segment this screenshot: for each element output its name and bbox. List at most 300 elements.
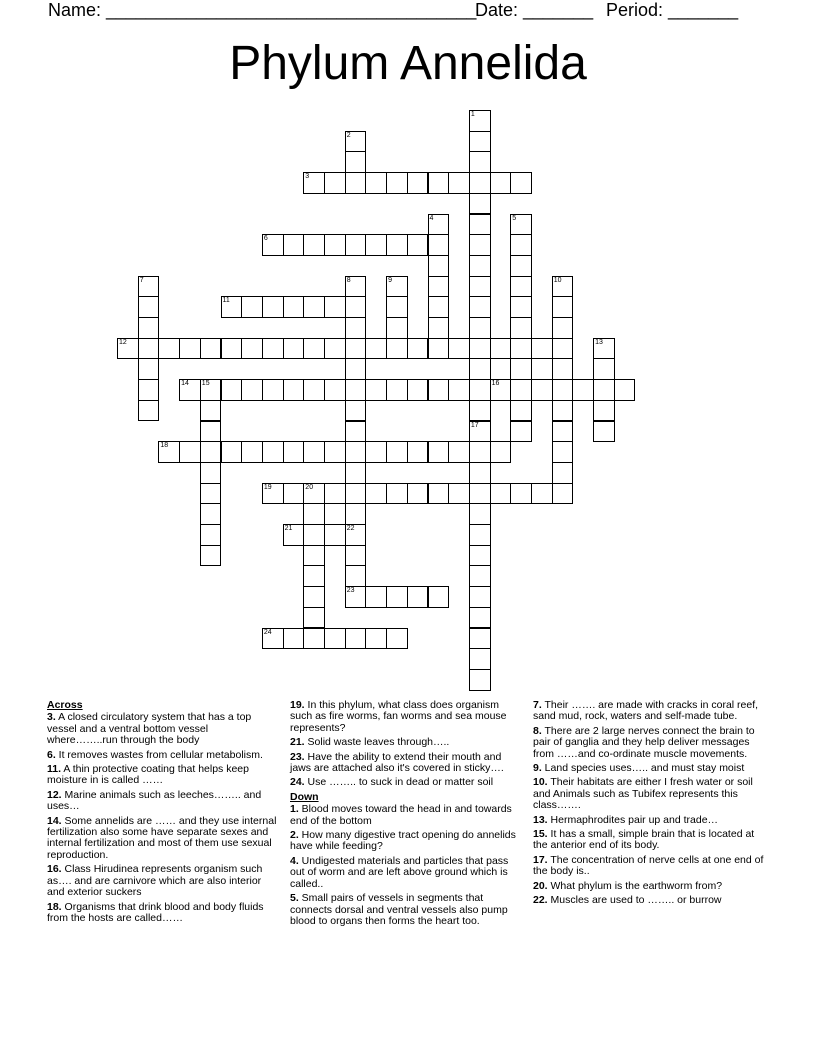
page-title: Phylum Annelida bbox=[229, 37, 587, 90]
clue-number: 13. bbox=[533, 813, 548, 826]
clue-number: 24. bbox=[290, 776, 305, 789]
crossword-cell[interactable] bbox=[552, 462, 574, 484]
crossword-cell[interactable] bbox=[345, 358, 367, 380]
cell-number: 1 bbox=[470, 111, 475, 118]
crossword-cell[interactable] bbox=[386, 296, 408, 318]
crossword-cell[interactable] bbox=[510, 296, 532, 318]
crossword-cell[interactable] bbox=[283, 234, 305, 256]
clue-number: 21. bbox=[290, 736, 305, 749]
crossword-cell[interactable] bbox=[283, 483, 305, 505]
crossword-cell[interactable] bbox=[303, 628, 325, 650]
crossword-cell[interactable] bbox=[200, 483, 222, 505]
crossword-cell[interactable] bbox=[469, 441, 491, 463]
clue-text: Marine animals such as leeches…….. and uses… bbox=[47, 788, 262, 813]
cell-number: 18 bbox=[160, 442, 169, 450]
crossword-cell[interactable] bbox=[303, 586, 325, 608]
crossword-cell[interactable] bbox=[262, 338, 284, 360]
crossword-cell[interactable] bbox=[283, 628, 305, 650]
crossword-cell[interactable] bbox=[469, 234, 491, 256]
crossword-cell[interactable] bbox=[510, 276, 532, 298]
crossword-cell[interactable] bbox=[179, 379, 201, 401]
crossword-cell[interactable] bbox=[469, 151, 491, 173]
crossword-cell[interactable] bbox=[552, 400, 574, 422]
across-clue bbox=[47, 712, 279, 746]
crossword-cell[interactable] bbox=[200, 421, 222, 443]
down-clue bbox=[290, 856, 522, 890]
crossword-cell[interactable] bbox=[448, 483, 470, 505]
crossword-cell[interactable] bbox=[552, 358, 574, 380]
crossword-cell[interactable] bbox=[303, 545, 325, 567]
crossword-cell[interactable] bbox=[179, 441, 201, 463]
crossword-cell[interactable] bbox=[469, 421, 491, 443]
crossword-cell[interactable] bbox=[490, 379, 512, 401]
crossword-cell[interactable] bbox=[469, 607, 491, 629]
crossword-cell[interactable] bbox=[469, 483, 491, 505]
crossword-cell[interactable] bbox=[324, 379, 346, 401]
clue-text: Land species uses….. and must stay moist bbox=[541, 762, 745, 775]
crossword-cell[interactable] bbox=[241, 296, 263, 318]
clue-text: It has a small, simple brain that is located at the anterior end of its body. bbox=[533, 828, 755, 852]
clues-column-1 bbox=[47, 700, 279, 927]
crossword-cell[interactable] bbox=[324, 172, 346, 194]
crossword-cell[interactable] bbox=[241, 338, 263, 360]
cell-number: 14 bbox=[181, 380, 189, 388]
down-clue bbox=[533, 777, 765, 811]
across-clue bbox=[47, 864, 279, 898]
crossword-cell[interactable] bbox=[386, 483, 408, 505]
crossword-cell[interactable] bbox=[469, 545, 491, 567]
crossword-cell[interactable] bbox=[303, 172, 325, 194]
across-clue bbox=[290, 777, 522, 788]
crossword-cell[interactable] bbox=[510, 214, 532, 236]
crossword-cell[interactable] bbox=[345, 296, 367, 318]
crossword-cell[interactable] bbox=[490, 172, 512, 194]
crossword-cell[interactable] bbox=[469, 172, 491, 194]
crossword-cell[interactable] bbox=[386, 276, 408, 298]
clue-number: 17. bbox=[533, 853, 548, 866]
crossword-cell[interactable] bbox=[303, 483, 325, 505]
crossword-cell[interactable] bbox=[117, 338, 139, 360]
crossword-cell[interactable] bbox=[200, 379, 222, 401]
crossword-cell[interactable] bbox=[428, 234, 450, 256]
crossword-cell[interactable] bbox=[303, 379, 325, 401]
crossword-cell[interactable] bbox=[552, 421, 574, 443]
clue-number: 2. bbox=[290, 829, 299, 842]
across-clue bbox=[47, 902, 279, 925]
clue-number: 5. bbox=[290, 892, 299, 905]
across-clue bbox=[47, 790, 279, 813]
cell-number: 17 bbox=[470, 421, 479, 429]
crossword-cell[interactable] bbox=[221, 338, 243, 360]
crossword-cell[interactable] bbox=[407, 172, 429, 194]
crossword-cell[interactable] bbox=[469, 255, 491, 277]
crossword-cell[interactable] bbox=[428, 483, 450, 505]
crossword-cell[interactable] bbox=[531, 379, 553, 401]
crossword-cell[interactable] bbox=[345, 400, 367, 422]
crossword-cell[interactable] bbox=[324, 524, 346, 546]
crossword-cell[interactable] bbox=[510, 234, 532, 256]
cell-number: 19 bbox=[263, 483, 272, 491]
clue-text: It removes wastes from cellular metabolism. bbox=[55, 748, 263, 761]
crossword-cell[interactable] bbox=[345, 276, 367, 298]
crossword-cell[interactable] bbox=[283, 441, 305, 463]
crossword-cell[interactable] bbox=[303, 234, 325, 256]
cell-number: 21 bbox=[284, 525, 293, 532]
clue-number: 20. bbox=[533, 879, 548, 892]
crossword-cell[interactable] bbox=[469, 193, 491, 215]
crossword-cell[interactable] bbox=[428, 586, 450, 608]
across-heading: Across bbox=[47, 699, 83, 711]
clue-text: Class Hirudinea represents organism such as…. and are carnivore which are also interior and exterior suckers bbox=[47, 863, 263, 899]
crossword-cell[interactable] bbox=[428, 214, 450, 236]
crossword-cell[interactable] bbox=[324, 338, 346, 360]
crossword-cell[interactable] bbox=[469, 648, 491, 670]
crossword-cell[interactable] bbox=[262, 379, 284, 401]
cell-number: 7 bbox=[139, 276, 144, 284]
clue-text: There are 2 large nerves connect the brain to pair of ganglia and they help deliver messages from ……and co-ordinate muscle movements. bbox=[533, 724, 755, 760]
cell-number: 4 bbox=[429, 214, 434, 222]
down-heading: Down bbox=[290, 790, 319, 803]
crossword-cell[interactable] bbox=[158, 338, 180, 360]
crossword-cell[interactable] bbox=[428, 172, 450, 194]
crossword-cell[interactable] bbox=[345, 503, 367, 525]
crossword-cell[interactable] bbox=[386, 441, 408, 463]
crossword-cell[interactable] bbox=[428, 379, 450, 401]
crossword-cell[interactable] bbox=[552, 379, 574, 401]
crossword-cell[interactable] bbox=[345, 151, 367, 173]
clue-number: 7. bbox=[533, 699, 542, 711]
crossword-cell[interactable] bbox=[221, 441, 243, 463]
crossword-cell[interactable] bbox=[531, 483, 553, 505]
crossword-cell[interactable] bbox=[386, 628, 408, 650]
crossword-cell[interactable] bbox=[469, 296, 491, 318]
clue-text: Use …….. to suck in dead or matter soil bbox=[304, 776, 494, 789]
clue-number: 16. bbox=[47, 863, 62, 876]
clue-text: Some annelids are …… and they use internal fertilization also some have separate sexes and internal fertilization and most of them use sexual reproduction. bbox=[47, 814, 277, 861]
crossword-cell[interactable] bbox=[552, 276, 574, 298]
down-clue bbox=[290, 804, 522, 827]
crossword-cell[interactable] bbox=[510, 338, 532, 360]
clue-text: Small pairs of vessels in segments that connects dorsal and ventral vessels also pump blood to organs then forms the heart too. bbox=[290, 892, 508, 927]
crossword-cell[interactable] bbox=[200, 441, 222, 463]
crossword-cell[interactable] bbox=[345, 317, 367, 339]
crossword-cell[interactable] bbox=[407, 441, 429, 463]
crossword-cell[interactable] bbox=[448, 172, 470, 194]
crossword-cell[interactable] bbox=[552, 441, 574, 463]
down-clues-a bbox=[290, 804, 522, 927]
crossword-cell[interactable] bbox=[490, 483, 512, 505]
crossword-cell[interactable] bbox=[345, 441, 367, 463]
crossword-cell[interactable] bbox=[221, 379, 243, 401]
crossword-cell[interactable] bbox=[365, 483, 387, 505]
across-clue bbox=[47, 816, 279, 862]
clue-number: 4. bbox=[290, 854, 299, 867]
cell-number: 13 bbox=[595, 338, 603, 346]
crossword-cell[interactable] bbox=[283, 338, 305, 360]
crossword-cell[interactable] bbox=[345, 338, 367, 360]
down-clue bbox=[533, 881, 765, 892]
date-field[interactable]: Date: _______ bbox=[475, 0, 594, 20]
clue-text: The concentration of nerve cells at one end of the body is.. bbox=[533, 853, 764, 878]
crossword-cell[interactable] bbox=[386, 234, 408, 256]
crossword-cell[interactable] bbox=[262, 628, 284, 650]
crossword-cell[interactable] bbox=[552, 317, 574, 339]
across-clue bbox=[290, 737, 522, 748]
crossword-cell[interactable] bbox=[200, 503, 222, 525]
crossword-cell[interactable] bbox=[283, 379, 305, 401]
crossword-cell[interactable] bbox=[138, 276, 160, 298]
down-clue bbox=[533, 855, 765, 878]
crossword-cell[interactable] bbox=[510, 400, 532, 422]
crossword-cell[interactable] bbox=[345, 628, 367, 650]
crossword-cell[interactable] bbox=[365, 586, 387, 608]
crossword-cell[interactable] bbox=[407, 483, 429, 505]
crossword-cell[interactable] bbox=[345, 172, 367, 194]
crossword-cell[interactable] bbox=[428, 276, 450, 298]
crossword-cell[interactable] bbox=[448, 379, 470, 401]
cell-number: 10 bbox=[553, 276, 562, 284]
clues-column-3 bbox=[533, 700, 765, 910]
crossword-cell[interactable] bbox=[490, 338, 512, 360]
crossword-cell[interactable] bbox=[283, 296, 305, 318]
crossword-cell[interactable] bbox=[593, 379, 615, 401]
crossword-cell[interactable] bbox=[345, 586, 367, 608]
crossword-cell[interactable] bbox=[303, 296, 325, 318]
crossword-cell[interactable] bbox=[469, 379, 491, 401]
crossword-cell[interactable] bbox=[469, 358, 491, 380]
crossword-cell[interactable] bbox=[283, 524, 305, 546]
crossword-cell[interactable] bbox=[552, 338, 574, 360]
crossword-cell[interactable] bbox=[428, 296, 450, 318]
crossword-cell[interactable] bbox=[510, 172, 532, 194]
clue-text: A thin protective coating that helps keep moisture in is called …… bbox=[47, 763, 249, 787]
crossword-cell[interactable] bbox=[510, 379, 532, 401]
crossword-cell[interactable] bbox=[365, 338, 387, 360]
crossword-cell[interactable] bbox=[365, 234, 387, 256]
crossword-cell[interactable] bbox=[303, 441, 325, 463]
crossword-cell[interactable] bbox=[469, 565, 491, 587]
crossword-cell[interactable] bbox=[262, 296, 284, 318]
crossword-cell[interactable] bbox=[469, 214, 491, 236]
name-field[interactable]: Name: _____________________________________ bbox=[48, 0, 477, 20]
clue-number: 11. bbox=[47, 763, 62, 776]
crossword-cell[interactable] bbox=[138, 400, 160, 422]
crossword-cell[interactable] bbox=[490, 441, 512, 463]
clue-number: 12. bbox=[47, 788, 62, 801]
crossword-cell[interactable] bbox=[200, 524, 222, 546]
crossword-cell[interactable] bbox=[324, 296, 346, 318]
crossword-cell[interactable] bbox=[221, 296, 243, 318]
crossword-cell[interactable] bbox=[138, 358, 160, 380]
crossword-cell[interactable] bbox=[469, 669, 491, 691]
crossword-cell[interactable] bbox=[469, 586, 491, 608]
down-clues-b bbox=[533, 700, 765, 907]
clue-number: 9. bbox=[533, 762, 542, 775]
crossword-cell[interactable] bbox=[469, 400, 491, 422]
crossword-cell[interactable] bbox=[179, 338, 201, 360]
cell-number: 6 bbox=[263, 235, 268, 243]
down-clue bbox=[290, 893, 522, 927]
crossword-cell[interactable] bbox=[345, 379, 367, 401]
crossword-cell[interactable] bbox=[262, 234, 284, 256]
down-clue bbox=[533, 829, 765, 852]
crossword-cell[interactable] bbox=[200, 400, 222, 422]
crossword-cell[interactable] bbox=[262, 441, 284, 463]
clue-number: 14. bbox=[47, 814, 62, 827]
crossword-cell[interactable] bbox=[365, 172, 387, 194]
clue-number: 10. bbox=[533, 776, 548, 789]
cell-number: 11 bbox=[222, 297, 230, 305]
crossword-cell[interactable] bbox=[510, 255, 532, 277]
across-clue bbox=[290, 752, 522, 775]
clue-number: 1. bbox=[290, 803, 299, 816]
clue-text: Solid waste leaves through….. bbox=[304, 736, 450, 749]
clue-number: 15. bbox=[533, 828, 548, 841]
crossword-cell[interactable] bbox=[345, 234, 367, 256]
crossword-cell[interactable] bbox=[200, 338, 222, 360]
crossword-cell[interactable] bbox=[469, 524, 491, 546]
crossword-cell[interactable] bbox=[469, 338, 491, 360]
clue-text: A closed circulatory system that has a top vessel and a ventral bottom vessel where……..run through the body bbox=[47, 711, 252, 747]
clue-text: Have the ability to extend their mouth and jaws are attached also it's covered in sticky…. bbox=[290, 750, 504, 775]
across-clue bbox=[47, 750, 279, 761]
cell-number: 2 bbox=[346, 131, 351, 139]
crossword-cell[interactable] bbox=[345, 565, 367, 587]
crossword-cell[interactable] bbox=[345, 524, 367, 546]
across-clues-b bbox=[290, 700, 522, 789]
crossword-cell[interactable] bbox=[345, 131, 367, 153]
crossword-cell[interactable] bbox=[324, 441, 346, 463]
crossword-cell[interactable] bbox=[469, 276, 491, 298]
clue-number: 18. bbox=[47, 900, 62, 913]
clue-text: Hermaphrodites pair up and trade… bbox=[547, 813, 719, 826]
crossword-cell[interactable] bbox=[469, 462, 491, 484]
down-clue bbox=[533, 895, 765, 906]
cell-number: 23 bbox=[346, 587, 355, 595]
down-clue bbox=[533, 726, 765, 760]
crossword-cell[interactable] bbox=[510, 358, 532, 380]
down-clue bbox=[290, 830, 522, 853]
period-field[interactable]: Period: _______ bbox=[606, 0, 739, 20]
crossword-cell[interactable] bbox=[365, 441, 387, 463]
crossword-cell[interactable] bbox=[552, 483, 574, 505]
clue-text: Muscles are used to …….. or burrow bbox=[547, 894, 722, 907]
cell-number: 5 bbox=[512, 214, 517, 222]
crossword-cell[interactable] bbox=[324, 483, 346, 505]
crossword-cell[interactable] bbox=[324, 234, 346, 256]
clue-number: 8. bbox=[533, 724, 542, 737]
crossword-cell[interactable] bbox=[407, 338, 429, 360]
clue-number: 3. bbox=[47, 711, 56, 724]
crossword-cell[interactable] bbox=[428, 441, 450, 463]
crossword-cell[interactable] bbox=[303, 338, 325, 360]
clue-text: Their ……. are made with cracks in coral reef, sand mud, rock, waters and self-made tube. bbox=[533, 699, 759, 723]
clue-number: 23. bbox=[290, 750, 305, 763]
crossword-cell[interactable] bbox=[448, 441, 470, 463]
clue-text: Their habitats are either I fresh water or soil and Animals such as Tubifex represents this class……. bbox=[533, 776, 753, 812]
crossword-cell[interactable] bbox=[303, 503, 325, 525]
crossword-cell[interactable] bbox=[510, 483, 532, 505]
crossword-cell[interactable] bbox=[469, 131, 491, 153]
crossword-cell[interactable] bbox=[428, 338, 450, 360]
crossword-cell[interactable] bbox=[345, 483, 367, 505]
crossword-cell[interactable] bbox=[510, 421, 532, 443]
crossword-cell[interactable] bbox=[469, 628, 491, 650]
crossword-cell[interactable] bbox=[386, 172, 408, 194]
crossword-cell[interactable] bbox=[303, 607, 325, 629]
crossword-cell[interactable] bbox=[241, 441, 263, 463]
crossword-cell[interactable] bbox=[386, 379, 408, 401]
crossword-cell[interactable] bbox=[386, 317, 408, 339]
crossword-cell[interactable] bbox=[407, 234, 429, 256]
crossword-cell[interactable] bbox=[365, 379, 387, 401]
crossword-cell[interactable] bbox=[593, 358, 615, 380]
crossword-cell[interactable] bbox=[386, 586, 408, 608]
crossword-cell[interactable] bbox=[552, 296, 574, 318]
cell-number: 22 bbox=[346, 525, 355, 532]
crossword-cell[interactable] bbox=[593, 421, 615, 443]
crossword-cell[interactable] bbox=[531, 338, 553, 360]
crossword-cell[interactable] bbox=[428, 317, 450, 339]
crossword-cell[interactable] bbox=[614, 379, 636, 401]
crossword-cell[interactable] bbox=[138, 379, 160, 401]
across-clue bbox=[290, 700, 522, 734]
across-clue bbox=[47, 764, 279, 787]
crossword-cell[interactable] bbox=[200, 545, 222, 567]
cell-number: 16 bbox=[491, 380, 500, 388]
crossword-cell[interactable] bbox=[345, 421, 367, 443]
clue-text: What phylum is the earthworm from? bbox=[547, 879, 723, 892]
crossword-cell[interactable] bbox=[428, 255, 450, 277]
crossword-cell[interactable] bbox=[241, 379, 263, 401]
crossword-cell[interactable] bbox=[303, 524, 325, 546]
clue-number: 22. bbox=[533, 894, 548, 907]
crossword-cell[interactable] bbox=[138, 338, 160, 360]
clues-column-2 bbox=[290, 700, 522, 930]
crossword-cell[interactable] bbox=[407, 379, 429, 401]
crossword-cell[interactable] bbox=[138, 296, 160, 318]
cell-number: 9 bbox=[388, 276, 392, 284]
crossword-cell[interactable] bbox=[469, 317, 491, 339]
crossword-cell[interactable] bbox=[572, 379, 594, 401]
crossword-cell[interactable] bbox=[324, 628, 346, 650]
clue-text: In this phylum, what class does organism such as fire worms, fan worms and sea mouse represents? bbox=[290, 699, 507, 734]
cell-number: 8 bbox=[346, 276, 351, 284]
crossword-cell[interactable] bbox=[593, 338, 615, 360]
crossword-cell[interactable] bbox=[593, 400, 615, 422]
crossword-cell[interactable] bbox=[138, 317, 160, 339]
down-clue bbox=[533, 700, 765, 723]
crossword-cell[interactable] bbox=[262, 483, 284, 505]
clue-text: Blood moves toward the head in and towards end of the bottom bbox=[290, 803, 512, 827]
crossword-cell[interactable] bbox=[448, 338, 470, 360]
crossword-cell[interactable] bbox=[365, 628, 387, 650]
clue-text: How many digestive tract opening do annelids have while feeding? bbox=[290, 829, 516, 853]
crossword-cell[interactable] bbox=[158, 441, 180, 463]
clue-number: 6. bbox=[47, 748, 56, 761]
crossword-cell[interactable] bbox=[469, 503, 491, 525]
crossword-cell[interactable] bbox=[200, 462, 222, 484]
crossword-cell[interactable] bbox=[407, 586, 429, 608]
crossword-cell[interactable] bbox=[345, 545, 367, 567]
crossword-cell[interactable] bbox=[386, 338, 408, 360]
crossword-cell[interactable] bbox=[345, 462, 367, 484]
crossword-cell[interactable] bbox=[469, 110, 491, 132]
clue-text: Undigested materials and particles that pass out of worm and are left above ground which is called.. bbox=[290, 854, 509, 890]
crossword-cell[interactable] bbox=[510, 317, 532, 339]
cell-number: 24 bbox=[263, 628, 272, 636]
crossword-cell[interactable] bbox=[303, 565, 325, 587]
